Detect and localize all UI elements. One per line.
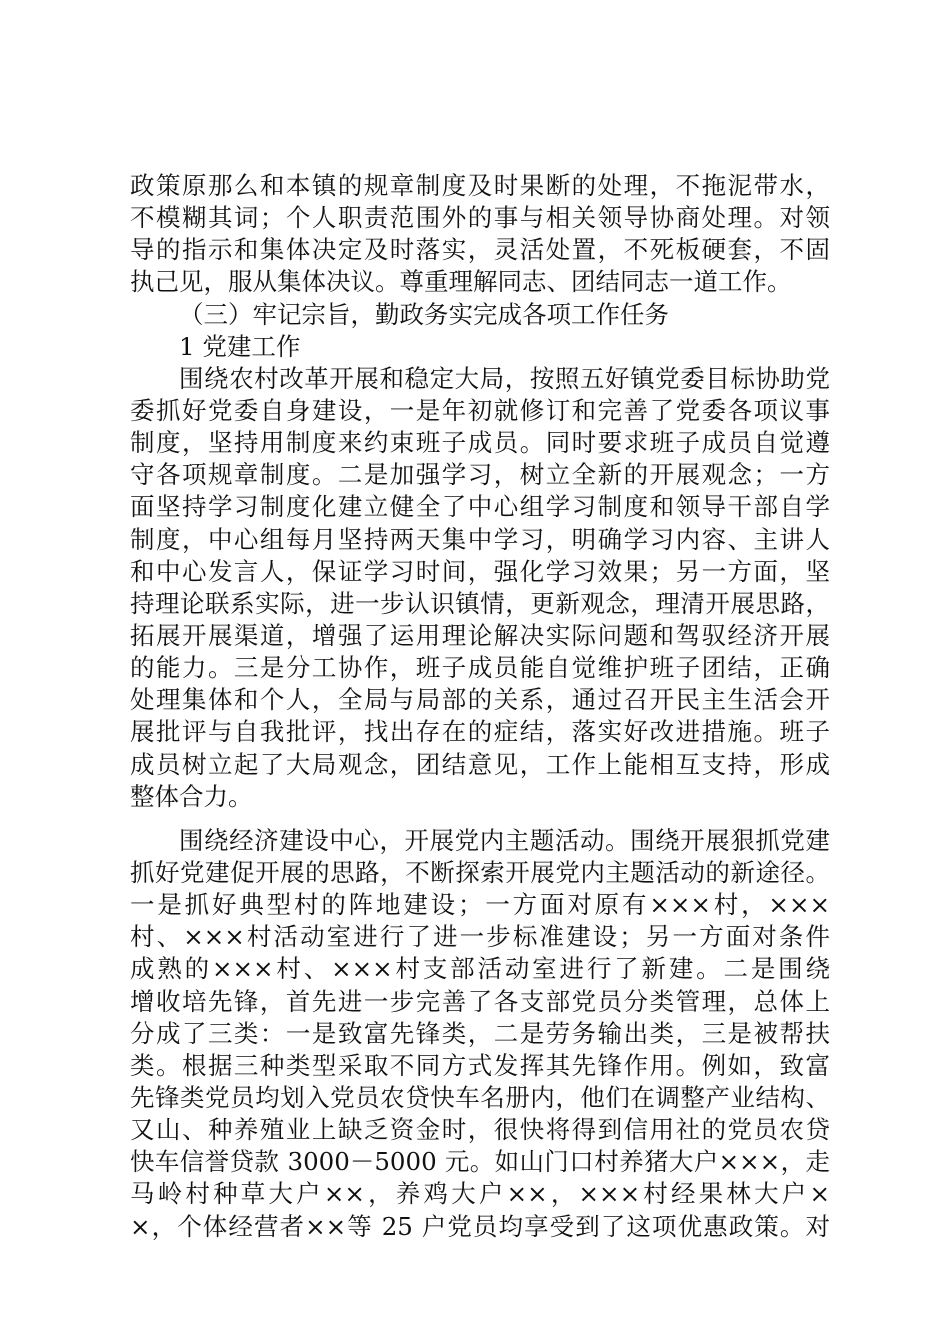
text-line: 先锋类党员均划入党员农贷快车名册内，他们在调整产业结构、 — [130, 1082, 830, 1112]
text-line: 导的指示和集体决定及时落实，灵活处置，不死板硬套，不固 — [130, 235, 830, 265]
text-line: 一是抓好典型村的阵地建设；一方面对原有×××村，××× — [130, 890, 830, 920]
text-line: 类。根据三种类型采取不同方式发挥其先锋作用。例如，致富 — [130, 1050, 830, 1080]
subsection-heading — [130, 331, 830, 363]
text-line: 拓展开展渠道，增强了运用理论解决实际问题和驾驭经济开展 — [130, 620, 830, 650]
text-line: 制度，中心组每月坚持两天集中学习，明确学习内容、主讲人 — [130, 524, 830, 554]
text-line: 成熟的×××村、×××村支部活动室进行了新建。二是围绕 — [130, 954, 830, 984]
document-page — [130, 170, 830, 1243]
text-line: 分成了三类：一是致富先锋类，二是劳务输出类，三是被帮扶 — [130, 1018, 830, 1048]
text-line: 围绕农村改革开展和稳定大局，按照五好镇党委目标协助党 — [179, 363, 830, 393]
text-line: 和中心发言人，保证学习时间，强化学习效果；另一方面，坚 — [130, 556, 830, 586]
text-line: 围绕经济建设中心，开展党内主题活动。围绕开展狠抓党建 — [179, 825, 830, 855]
text-line: 抓好党建促开展的思路，不断探索开展党内主题活动的新途径。 — [130, 857, 830, 887]
text-line: 整体合力。 — [130, 781, 253, 811]
section-heading — [130, 299, 830, 331]
text-line: 成员树立起了大局观念，团结意见，工作上能相互支持，形成 — [130, 749, 830, 779]
text-line: 快车信誉贷款 3000－5000 元。如山门口村养猪大户×××，走 — [130, 1147, 830, 1177]
text-line: 制度，坚持用制度来约束班子成员。同时要求班子成员自觉遵 — [130, 428, 830, 458]
text-line: 守各项规章制度。二是加强学习，树立全新的开展观念；一方 — [130, 460, 830, 490]
text-line: 马岭村种草大户××，养鸡大户××，×××村经果林大户× — [130, 1179, 830, 1209]
text-line: 持理论联系实际，进一步认识镇情，更新观念，理清开展思路， — [130, 588, 830, 618]
text-line: 增收培先锋，首先进一步完善了各支部党员分类管理，总体上 — [130, 986, 830, 1016]
paragraph-3 — [130, 825, 830, 1243]
text-line: 面坚持学习制度化建立健全了中心组学习制度和领导干部自学 — [130, 492, 830, 522]
heading-text: （三）牢记宗旨，勤政务实完成各项工作任务 — [179, 299, 669, 329]
text-line: 又山、种养殖业上缺乏资金时，很快将得到信用社的党员农贷 — [130, 1115, 830, 1145]
text-line: 的能力。三是分工协作，班子成员能自觉维护班子团结，正确 — [130, 653, 830, 683]
text-line: ×，个体经营者××等 25 户党员均享受到了这项优惠政策。对 — [130, 1211, 830, 1241]
paragraph-gap — [130, 813, 830, 825]
paragraph-1 — [130, 170, 830, 299]
text-line: 执己见，服从集体决议。尊重理解同志、团结同志一道工作。 — [130, 267, 792, 297]
text-line: 不模糊其词；个人职责范围外的事与相关领导协商处理。对领 — [130, 203, 830, 233]
text-line: 政策原那么和本镇的规章制度及时果断的处理，不拖泥带水， — [130, 171, 830, 200]
text-line: 村、×××村活动室进行了进一步标准建设；另一方面对条件 — [130, 922, 830, 952]
text-line: 展批评与自我批评，找出存在的症结，落实好改进措施。班子 — [130, 717, 830, 747]
text-line: 委抓好党委自身建设，一是年初就修订和完善了党委各项议事 — [130, 395, 830, 425]
heading-text: 1 党建工作 — [179, 331, 301, 361]
paragraph-2 — [130, 363, 830, 813]
text-line: 处理集体和个人，全局与局部的关系，通过召开民主生活会开 — [130, 685, 830, 715]
